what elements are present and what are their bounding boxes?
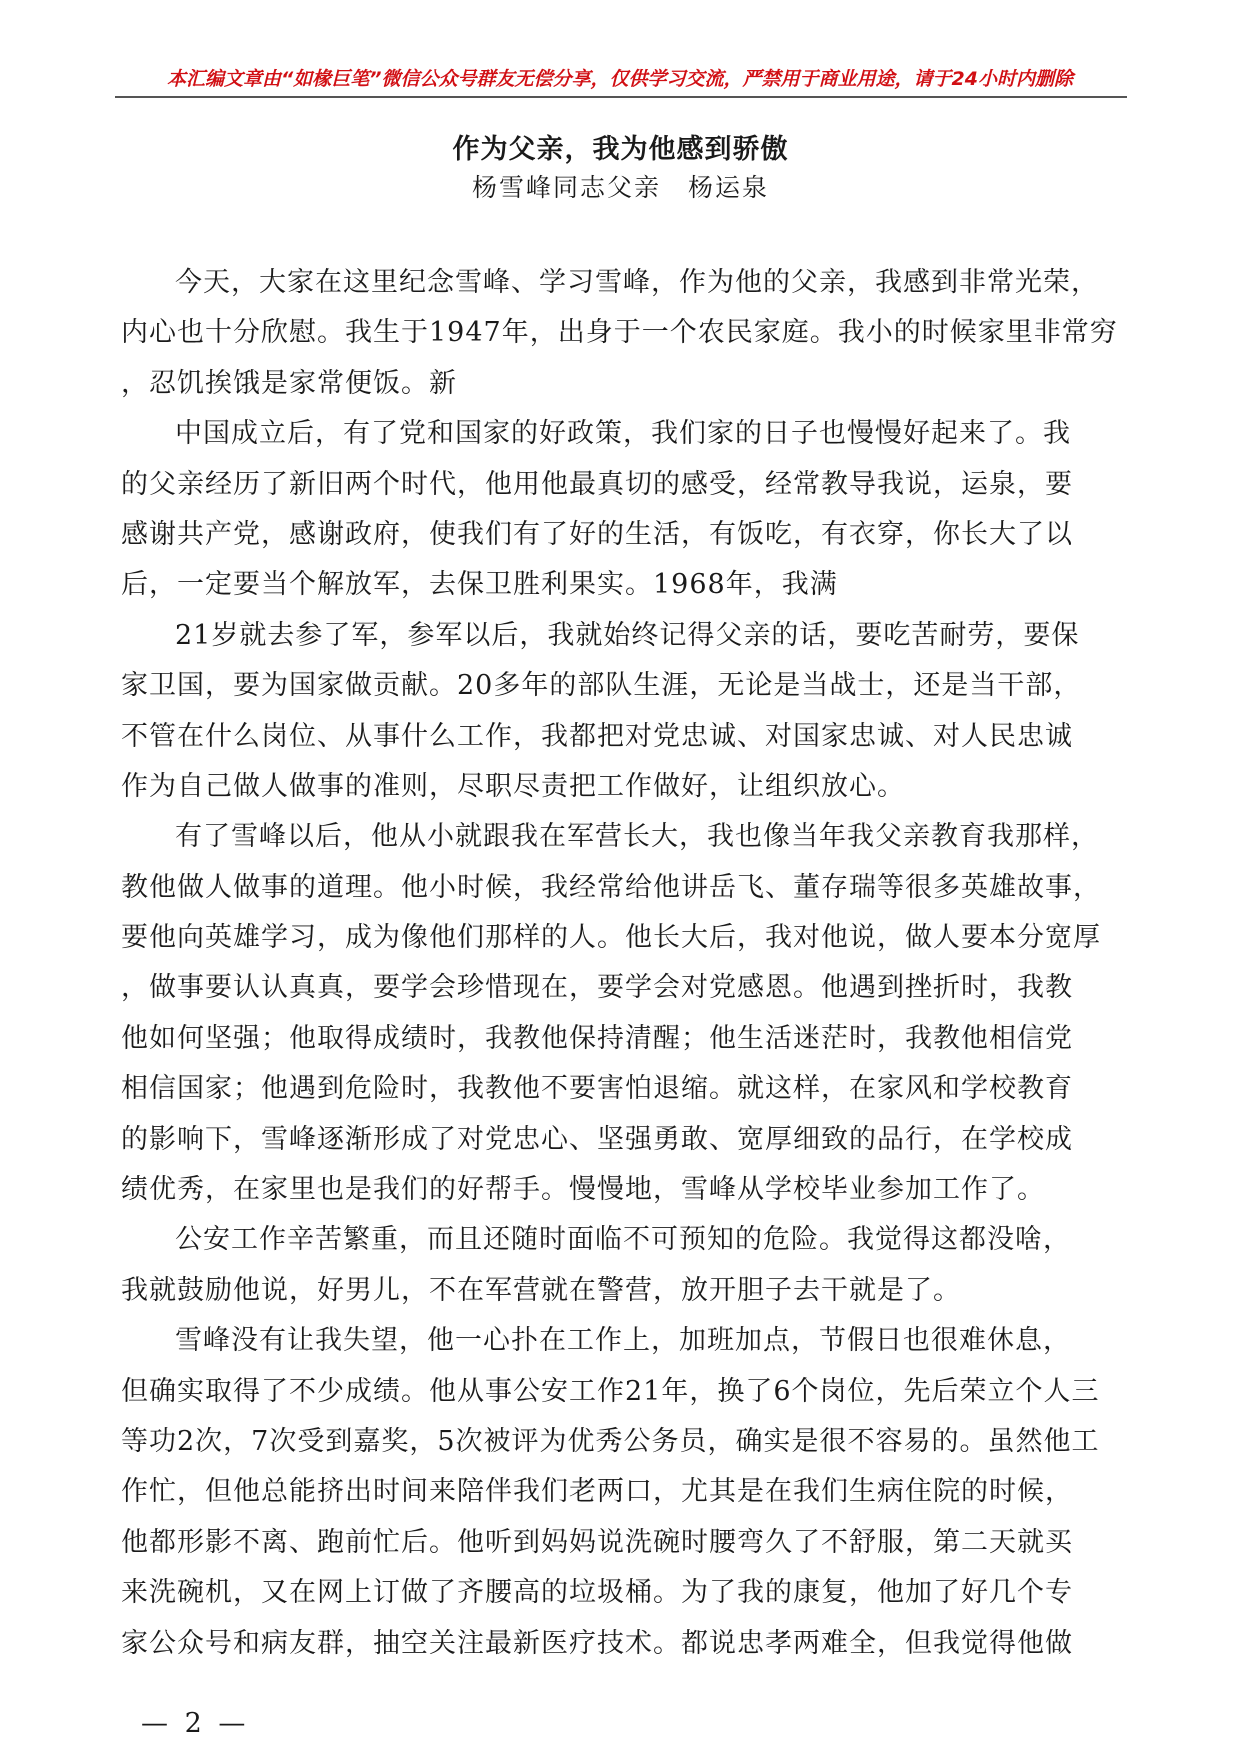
body-line: 家公众号和病友群，抽空关注最新医疗技术。都说忠孝两难全，但我觉得他做: [121, 1627, 1073, 1659]
sharing-notice: 本汇编文章由“如椽巨笔”微信公众号群友无偿分享，仅供学习交流，严禁用于商业用途，请于24小时内删除: [167, 68, 1073, 90]
body-line: 来洗碗机，又在网上订做了齐腰高的垃圾桶。为了我的康复，他加了好几个专: [121, 1577, 1073, 1609]
body-line: 作为自己做人做事的准则，尽职尽责把工作做好，让组织放心。: [121, 770, 905, 802]
page-number: — 2 —: [141, 1708, 250, 1739]
body-line: ，忍饥挨饿是家常便饭。新: [121, 367, 457, 399]
body-line: 雪峰没有让我失望，他一心扑在工作上，加班加点，节假日也很难休息，: [175, 1325, 1071, 1357]
body-line: ，做事要认认真真，要学会珍惜现在，要学会对党感恩。他遇到挫折时，我教: [121, 972, 1073, 1004]
body-line: 公安工作辛苦繁重，而且还随时面临不可预知的危险。我觉得这都没啥，: [175, 1224, 1071, 1256]
body-line: 他如何坚强；他取得成绩时，我教他保持清醒；他生活迷茫时，我教他相信党: [121, 1022, 1073, 1054]
body-line: 绩优秀，在家里也是我们的好帮手。慢慢地，雪峰从学校毕业参加工作了。: [121, 1174, 1045, 1206]
article-body: [121, 258, 1121, 1669]
body-line: 我就鼓励他说，好男儿，不在军营就在警营，放开胆子去干就是了。: [121, 1274, 961, 1306]
body-line: 他都形影不离、跑前忙后。他听到妈妈说洗碗时腰弯久了不舒服，第二天就买: [121, 1526, 1073, 1558]
article-byline: 杨雪峰同志父亲 杨运泉: [471, 173, 769, 202]
body-line: 中国成立后，有了党和国家的好政策，我们家的日子也慢慢好起来了。我: [175, 418, 1071, 450]
body-line: 21岁就去参了军，参军以后，我就始终记得父亲的话，要吃苦耐劳，要保: [175, 619, 1080, 651]
body-line: 的父亲经历了新旧两个时代，他用他最真切的感受，经常教导我说，运泉，要: [121, 468, 1073, 500]
body-line: 有了雪峰以后，他从小就跟我在军营长大，我也像当年我父亲教育我那样，: [175, 821, 1099, 853]
body-line: 后，一定要当个解放军，去保卫胜利果实。1968年，我满: [121, 569, 838, 601]
body-line: 家卫国，要为国家做贡献。20多年的部队生涯，无论是当战士，还是当干部，: [121, 670, 1082, 702]
body-line: 作忙，但他总能挤出时间来陪伴我们老两口，尤其是在我们生病住院的时候，: [121, 1476, 1073, 1508]
body-line: 内心也十分欣慰。我生于1947年，出身于一个农民家庭。我小的时候家里非常穷: [121, 317, 1118, 349]
body-line: 不管在什么岗位、从事什么工作，我都把对党忠诚、对国家忠诚、对人民忠诚: [121, 720, 1073, 752]
body-line: 教他做人做事的道理。他小时候，我经常给他讲岳飞、董存瑞等很多英雄故事，: [121, 871, 1101, 903]
header-divider: [115, 96, 1127, 98]
body-line: 要他向英雄学习，成为像他们那样的人。他长大后，我对他说，做人要本分宽厚: [121, 922, 1101, 954]
body-line: 感谢共产党，感谢政府，使我们有了好的生活，有饭吃，有衣穿，你长大了以: [121, 518, 1073, 550]
body-line: 但确实取得了不少成绩。他从事公安工作21年，换了6个岗位，先后荣立个人三: [121, 1375, 1100, 1407]
body-line: 等功2次，7次受到嘉奖，5次被评为优秀公务员，确实是很不容易的。虽然他工: [121, 1425, 1100, 1457]
article-title: 作为父亲，我为他感到骄傲: [452, 134, 789, 165]
body-line: 今天，大家在这里纪念雪峰、学习雪峰，作为他的父亲，我感到非常光荣，: [175, 267, 1099, 298]
body-line: 的影响下，雪峰逐渐形成了对党忠心、坚强勇敢、宽厚细致的品行，在学校成: [121, 1123, 1073, 1155]
body-line: 相信国家；他遇到危险时，我教他不要害怕退缩。就这样，在家风和学校教育: [121, 1073, 1073, 1105]
